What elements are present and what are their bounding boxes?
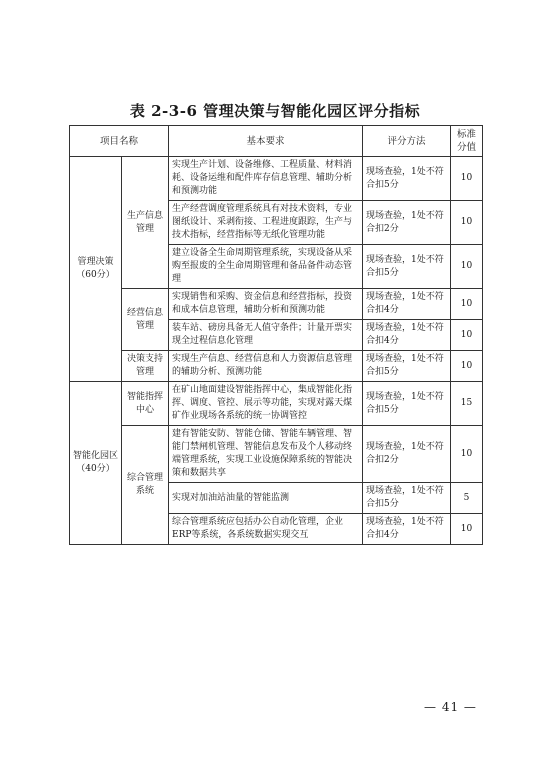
score-cell: 10 xyxy=(451,289,483,320)
table-row xyxy=(70,157,483,201)
method-cell: 现场查验，1处不符合扣5分 xyxy=(363,382,451,426)
header-item-name: 项目名称 xyxy=(70,126,169,157)
requirement-cell: 建立设备全生命周期管理系统，实现设备从采购至报废的全生命周期管理和备品备件动态管理 xyxy=(169,245,363,289)
header-standard-score: 标准分值 xyxy=(451,126,483,157)
score-cell: 10 xyxy=(451,201,483,245)
table-row xyxy=(70,289,483,320)
table-title: 表 2-3-6 管理决策与智能化园区评分指标 xyxy=(129,102,421,120)
score-cell: 10 xyxy=(451,245,483,289)
header-row xyxy=(70,126,483,157)
score-cell: 10 xyxy=(451,426,483,483)
requirement-cell: 实现销售和采购、资金信息和经营指标，投资和成本信息管理，辅助分析和预测功能 xyxy=(169,289,363,320)
requirement-cell: 综合管理系统应包括办公自动化管理，企业ERP等系统，各系统数据实现交互 xyxy=(169,514,363,545)
method-cell: 现场查验，1处不符合扣2分 xyxy=(363,426,451,483)
requirement-cell: 实现生产计划、设备维修、工程质量、材料消耗、设备运维和配件库存信息管理、辅助分析和预测功能 xyxy=(169,157,363,201)
category-cell: 智能化园区（40分） xyxy=(70,382,122,545)
score-cell: 10 xyxy=(451,320,483,351)
score-cell: 5 xyxy=(451,483,483,514)
method-cell: 现场查验，1处不符合扣4分 xyxy=(363,514,451,545)
requirement-cell: 生产经营调度管理系统具有对技术资料，专业图纸设计、采剥衔接、工程进度跟踪，生产与技术指标，经营指标等无纸化管理功能 xyxy=(169,201,363,245)
score-cell: 10 xyxy=(451,514,483,545)
method-cell: 现场查验，1处不符合扣4分 xyxy=(363,320,451,351)
page-number: — 41 — xyxy=(424,700,477,714)
method-cell: 现场查验，1处不符合扣5分 xyxy=(363,157,451,201)
table-row xyxy=(70,382,483,426)
category-cell: 管理决策（60分） xyxy=(70,157,122,382)
score-cell: 10 xyxy=(451,157,483,201)
header-basic-requirement: 基本要求 xyxy=(169,126,363,157)
method-cell: 现场查验，1处不符合扣5分 xyxy=(363,483,451,514)
table-row xyxy=(70,426,483,483)
scoring-table xyxy=(69,125,483,545)
subcategory-cell: 生产信息管理 xyxy=(122,157,169,289)
requirement-cell: 装车站、磅房具备无人值守条件；计量开票实现全过程信息化管理 xyxy=(169,320,363,351)
method-cell: 现场查验，1处不符合扣2分 xyxy=(363,201,451,245)
requirement-cell: 实现对加油站油量的智能监测 xyxy=(169,483,363,514)
table-row xyxy=(70,351,483,382)
subcategory-cell: 决策支持管理 xyxy=(122,351,169,382)
header-scoring-method: 评分方法 xyxy=(363,126,451,157)
method-cell: 现场查验，1处不符合扣5分 xyxy=(363,351,451,382)
requirement-cell: 实现生产信息、经营信息和人力资源信息管理的辅助分析、预测功能 xyxy=(169,351,363,382)
subcategory-cell: 智能指挥中心 xyxy=(122,382,169,426)
method-cell: 现场查验，1处不符合扣5分 xyxy=(363,245,451,289)
subcategory-cell: 综合管理系统 xyxy=(122,426,169,545)
requirement-cell: 在矿山地面建设智能指挥中心，集成智能化指挥、调度、管控、展示等功能，实现对露天煤矿作业现场各系统的统一协调管控 xyxy=(169,382,363,426)
score-cell: 15 xyxy=(451,382,483,426)
subcategory-cell: 经营信息管理 xyxy=(122,289,169,351)
method-cell: 现场查验，1处不符合扣4分 xyxy=(363,289,451,320)
score-cell: 10 xyxy=(451,351,483,382)
requirement-cell: 建有智能安防、智能仓储、智能车辆管理、智能门禁闸机管理、智能信息发布及个人移动终端管理系统，实现工业设施保障系统的智能决策和数据共享 xyxy=(169,426,363,483)
